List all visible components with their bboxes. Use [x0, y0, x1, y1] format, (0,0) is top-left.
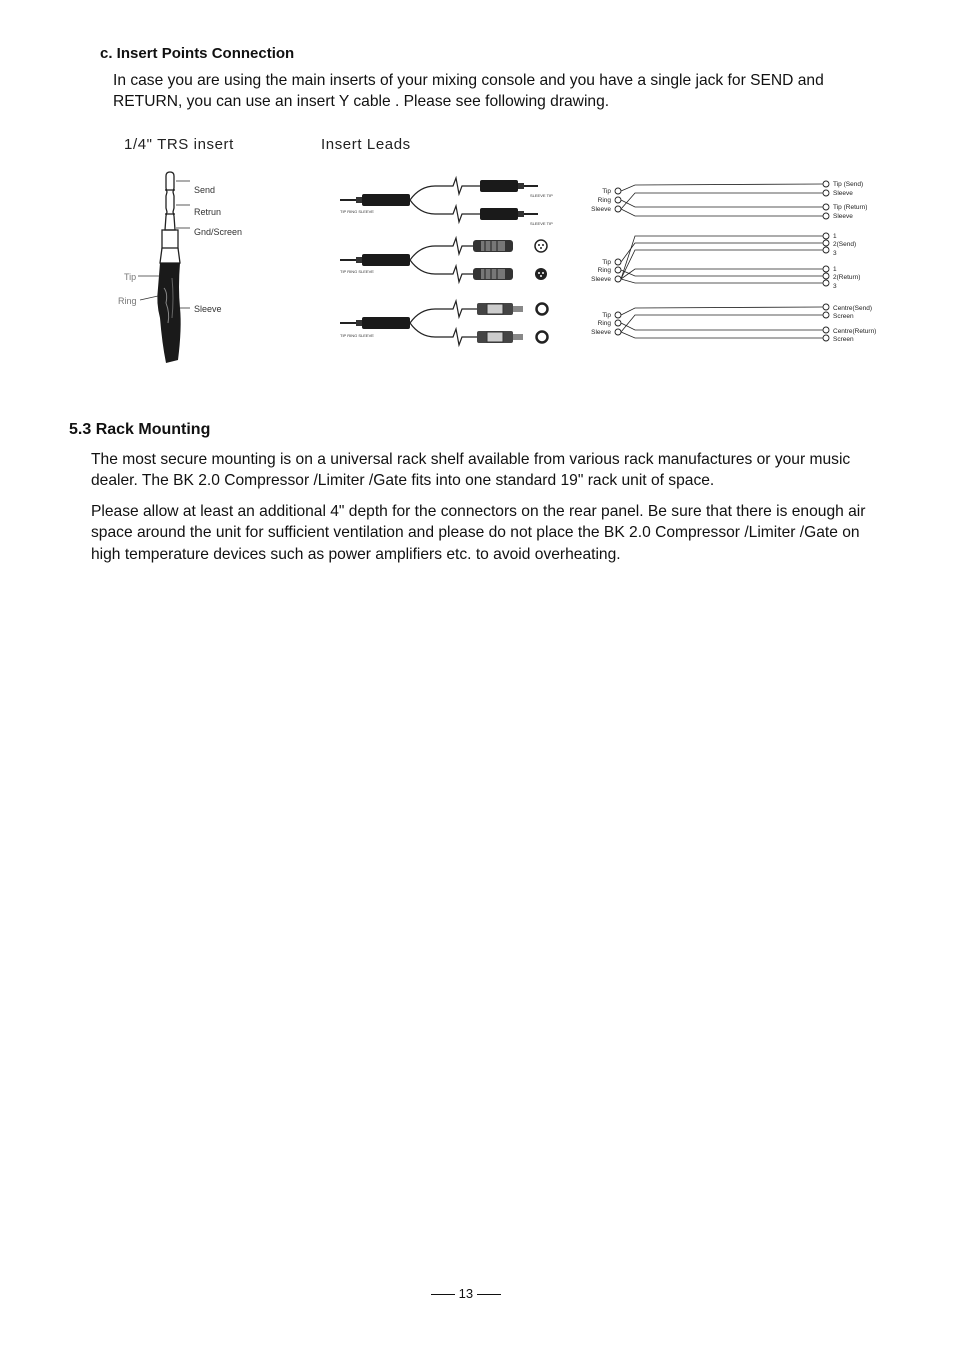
g2-right-1: 1 [833, 233, 837, 240]
section-53-p2-line-1: Please allow at least an additional 4" depth for the connectors on the rear panel. Be sure that there is enough air [91, 503, 866, 520]
section-c-line-1: In case you are using the main inserts of your mixing console and you have a single jack for SEND and [113, 72, 824, 89]
g2-left-sleeve: Sleeve [591, 276, 611, 283]
lead1-ts-end-label-1: SLEEVE TIP [530, 193, 553, 198]
g2-right-3: 3 [833, 250, 837, 257]
trs-label-gnd: Gnd/Screen [194, 227, 243, 237]
g2-left-ring: Ring [597, 267, 611, 274]
g3-right-1: Centre(Send) [833, 305, 873, 312]
section-53-heading: 5.3 Rack Mounting [69, 421, 211, 438]
page-number-rule-right [477, 1294, 501, 1295]
g2-right-4: 1 [833, 266, 837, 273]
trs-plug-shaft [160, 172, 180, 263]
g2-right-2: 2(Send) [833, 241, 857, 248]
lead1-trs-end-label: TIP RING SLEEVE [340, 209, 374, 214]
trs-plug-drawing [110, 168, 270, 373]
lead1-ts-end-label-2: SLEEVE TIP [530, 221, 553, 226]
lead-trs-to-xlr [340, 238, 547, 282]
g1-right-1: Tip (Send) [833, 181, 864, 188]
lead-trs-to-ts [340, 178, 538, 222]
trs-label-send: Send [194, 185, 216, 195]
g3-left-ring: Ring [597, 320, 611, 327]
section-c-heading: c. Insert Points Connection [100, 45, 295, 62]
g2-right-5: 2(Return) [833, 274, 861, 281]
page-number-rule-left [431, 1294, 455, 1295]
lead2-trs-end-label: TIP RING SLEEVE [340, 269, 374, 274]
insert-leads-drawing [335, 168, 560, 353]
lead-trs-to-rca [340, 301, 548, 345]
page-number [431, 1286, 501, 1301]
section-53-p1-line-1: The most secure mounting is on a universal rack shelf available from various rack manufactures or your music [91, 451, 851, 468]
g2-right-6: 3 [833, 283, 837, 290]
trs-insert-title: 1/4" TRS insert [124, 136, 234, 153]
g1-left-ring: Ring [597, 197, 611, 204]
section-53-p2-line-2: space around the unit for sufficient ventilation and please do not place the BK 2.0 Compressor /Limiter /Gate on [91, 524, 860, 541]
trs-label-ring: Ring [118, 296, 137, 306]
section-53-p1-line-2: dealer. The BK 2.0 Compressor /Limiter /Gate fits into one standard 19" rack unit of space. [91, 472, 715, 489]
lead3-trs-end-label: TIP RING SLEEVE [340, 333, 374, 338]
g3-right-3: Centre(Return) [833, 328, 877, 335]
trs-label-sleeve: Sleeve [194, 304, 222, 314]
wiring-diagram [580, 175, 890, 350]
wiring-group-2 [591, 233, 860, 290]
trs-label-tip: Tip [124, 272, 137, 282]
section-c-line-2: RETURN, you can use an insert Y cable . Please see following drawing. [113, 93, 610, 110]
insert-leads-title: Insert Leads [321, 136, 411, 153]
g1-left-tip: Tip [602, 188, 611, 195]
wiring-group-3 [591, 304, 876, 343]
g3-right-2: Screen [833, 313, 854, 320]
g3-left-tip: Tip [602, 312, 611, 319]
g2-left-tip: Tip [602, 259, 611, 266]
trs-label-return: Retrun [194, 207, 222, 217]
g1-left-sleeve: Sleeve [591, 206, 611, 213]
g1-right-4: Sleeve [833, 213, 853, 220]
wiring-group-1 [591, 181, 867, 220]
section-53-p2-line-3: high temperature devices such as power amplifiers etc. to avoid overheating. [91, 546, 621, 563]
page-number-text: 13 [458, 1286, 474, 1301]
g1-right-3: Tip (Return) [833, 204, 868, 211]
g3-left-sleeve: Sleeve [591, 329, 611, 336]
g1-right-2: Sleeve [833, 190, 853, 197]
g3-right-4: Screen [833, 336, 854, 343]
